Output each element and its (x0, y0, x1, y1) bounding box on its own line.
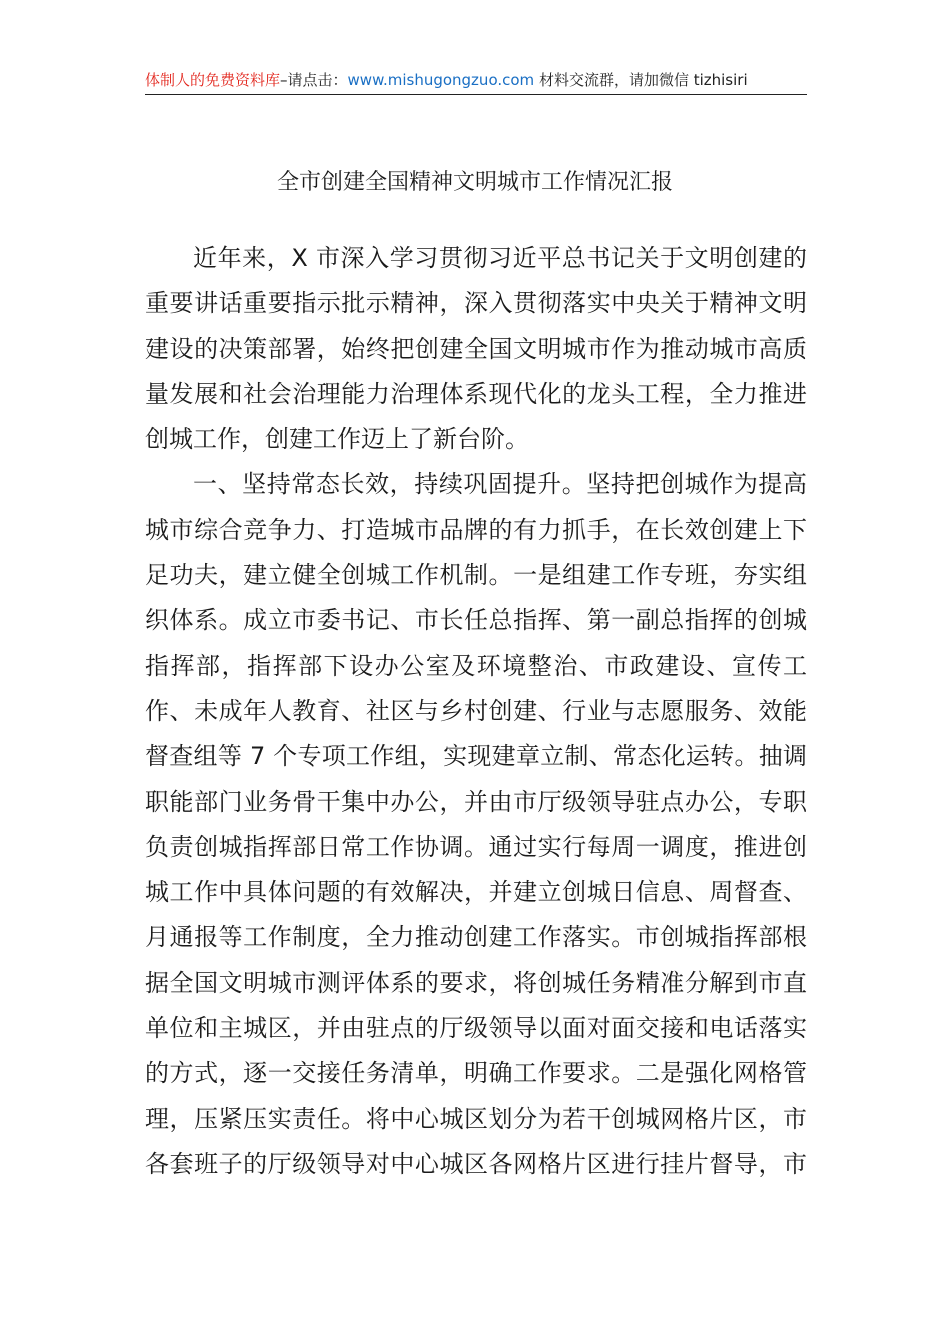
document-body (145, 236, 807, 1187)
body-line: 城市综合竞争力、打造城市品牌的有力抓手，在长效创建上下 (145, 515, 807, 544)
body-line: 月通报等工作制度，全力推动创建工作落实。市创城指挥部根 (145, 923, 807, 952)
body-line: 负责创城指挥部日常工作协调。通过实行每周一调度，推进创 (145, 832, 807, 861)
body-line: 督查组等 7 个专项工作组，实现建章立制、常态化运转。抽调 (145, 742, 807, 771)
header-prompt: –请点击： (280, 71, 348, 89)
body-line: 重要讲话重要指示批示精神，深入贯彻落实中央关于精神文明 (145, 289, 807, 318)
body-line: 作、未成年人教育、社区与乡村创建、行业与志愿服务、效能 (145, 696, 807, 725)
body-line: 理，压紧压实责任。将中心城区划分为若干创城网格片区，市 (145, 1104, 807, 1133)
header-suffix: 材料交流群，请加微信 tizhisiri (534, 71, 748, 89)
body-line: 足功夫，建立健全创城工作机制。一是组建工作专班，夯实组 (145, 561, 807, 590)
body-line: 织体系。成立市委书记、市长任总指挥、第一副总指挥的创城 (145, 606, 807, 635)
body-line: 职能部门业务骨干集中办公，并由市厅级领导驻点办公，专职 (145, 787, 807, 816)
document-title: 全市创建全国精神文明城市工作情况汇报 (276, 170, 673, 195)
body-line: 单位和主城区，并由驻点的厅级领导以面对面交接和电话落实 (145, 1014, 807, 1043)
body-line: 指挥部，指挥部下设办公室及环境整治、市政建设、宣传工 (145, 651, 807, 680)
body-line: 量发展和社会治理能力治理体系现代化的龙头工程，全力推进 (145, 379, 807, 408)
header-divider (145, 94, 807, 95)
page-header (145, 66, 807, 94)
body-line: 建设的决策部署，始终把创建全国文明城市作为推动城市高质 (145, 334, 807, 363)
body-line: 城工作中具体问题的有效解决，并建立创城日信息、周督查、 (145, 878, 807, 907)
body-line: 创城工作，创建工作迈上了新台阶。 (145, 425, 529, 454)
body-line: 一、坚持常态长效，持续巩固提升。坚持把创城作为提高 (193, 470, 807, 499)
body-line: 的方式，逐一交接任务清单，明确工作要求。二是强化网格管 (145, 1059, 807, 1088)
body-line: 各套班子的厅级领导对中心城区各网格片区进行挂片督导，市 (145, 1149, 807, 1178)
header-brand: 体制人的免费资料库 (145, 71, 281, 89)
body-line: 据全国文明城市测评体系的要求，将创城任务精准分解到市直 (145, 968, 807, 997)
header-link[interactable]: www.mishugongzuo.com (347, 71, 535, 89)
body-line: 近年来，X 市深入学习贯彻习近平总书记关于文明创建的 (193, 244, 807, 272)
